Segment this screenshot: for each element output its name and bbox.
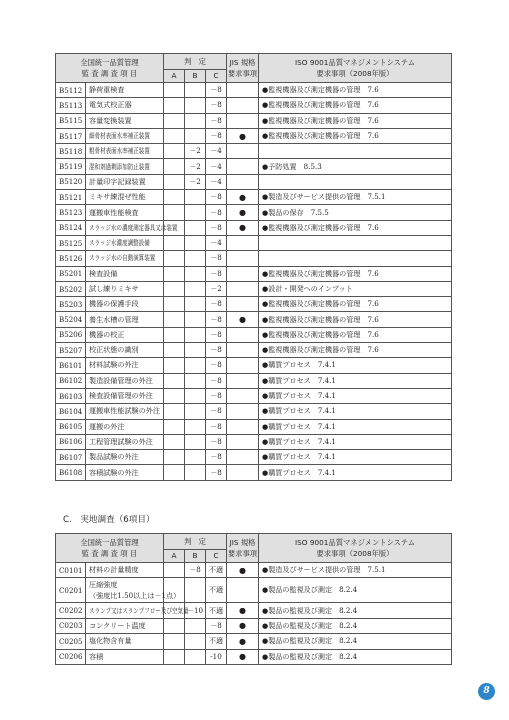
score-b [185, 266, 206, 281]
score-c: －4 [206, 235, 227, 250]
score-c: －8 [206, 297, 227, 312]
item-code: B6108 [56, 465, 86, 480]
jis-mark: ● [227, 603, 259, 618]
table-row [56, 297, 452, 312]
score-c: －8 [206, 419, 227, 434]
score-b [185, 358, 206, 373]
score-c: －4 [206, 159, 227, 174]
iso-requirement: ●製品の監視及び測定 8.2.4 [259, 618, 452, 633]
item-code: B5113 [56, 98, 86, 113]
item-code: C0203 [56, 618, 86, 633]
table-row [56, 220, 452, 235]
item-code: B5202 [56, 281, 86, 296]
score-a [164, 373, 185, 388]
score-a [164, 634, 185, 649]
score-b [185, 388, 206, 403]
item-code: B5126 [56, 251, 86, 266]
score-b: －2 [185, 144, 206, 159]
item-code: B5115 [56, 113, 86, 128]
table-row [56, 128, 452, 143]
item-code: B5123 [56, 205, 86, 220]
score-c: －8 [206, 98, 227, 113]
jis-mark: ● [227, 649, 259, 664]
item-code: C0205 [56, 634, 86, 649]
iso-requirement: ●購買プロセス 7.4.1 [259, 450, 452, 465]
jis-mark [227, 174, 259, 189]
iso-requirement: ●監視機器及び測定機器の管理 7.6 [259, 297, 452, 312]
score-b [185, 251, 206, 266]
score-c: －8 [206, 83, 227, 98]
item-name-note: （強度比1.50以上は－1点） [89, 591, 181, 601]
item-code: B5124 [56, 220, 86, 235]
iso-requirement: ●監視機器及び測定機器の管理 7.6 [259, 327, 452, 342]
iso-requirement: ●設計・開発へのインプット [259, 281, 452, 296]
table-row [56, 144, 452, 159]
score-b [185, 220, 206, 235]
iso-requirement: ●購買プロセス 7.4.1 [259, 404, 452, 419]
jis-mark: ● [227, 634, 259, 649]
jis-mark [227, 419, 259, 434]
jis-mark [227, 251, 259, 266]
score-a [164, 113, 185, 128]
score-a [164, 649, 185, 664]
score-b [185, 373, 206, 388]
jis-mark [227, 373, 259, 388]
item-name: 製品試験の外注 [86, 450, 164, 465]
score-c: 不適 [206, 634, 227, 649]
jis-mark [227, 327, 259, 342]
item-code: B6103 [56, 388, 86, 403]
score-b [185, 578, 206, 603]
score-c: -10 [206, 649, 227, 664]
item-name: スランプ又はスランプフロー及び空気量 [86, 603, 164, 618]
score-b: －10 [185, 603, 206, 618]
iso-requirement: ●購買プロセス 7.4.1 [259, 358, 452, 373]
item-code: C0206 [56, 649, 86, 664]
item-code: B6101 [56, 358, 86, 373]
header-iso: ISO 9001品質マネジメントシステム 要求事項（2008年版） [259, 54, 452, 83]
score-b: －8 [185, 563, 206, 578]
score-a [164, 358, 185, 373]
score-b [185, 404, 206, 419]
jis-mark [227, 404, 259, 419]
score-c: －8 [206, 190, 227, 205]
jis-mark [227, 358, 259, 373]
score-a [164, 174, 185, 189]
item-name: 静荷重検査 [86, 83, 164, 98]
score-c: －8 [206, 358, 227, 373]
iso-requirement: ●監視機器及び測定機器の管理 7.6 [259, 128, 452, 143]
item-code: B6104 [56, 404, 86, 419]
jis-mark [227, 343, 259, 358]
header-audit-item: 全国統一品質管理 監 査 調 査 項 目 [56, 54, 164, 83]
score-c: －8 [206, 312, 227, 327]
iso-requirement: ●監視機器及び測定機器の管理 7.6 [259, 312, 452, 327]
score-a [164, 297, 185, 312]
table-row [56, 434, 452, 449]
score-b [185, 128, 206, 143]
score-b [185, 83, 206, 98]
jis-mark [227, 388, 259, 403]
item-name: ミキサ練混ぜ性能 [86, 190, 164, 205]
score-c: －8 [206, 388, 227, 403]
item-code: B5207 [56, 343, 86, 358]
item-name: 運搬の外注 [86, 419, 164, 434]
score-b: －2 [185, 174, 206, 189]
item-name: 圧縮強度 （強度比1.50以上は－1点） [86, 578, 164, 603]
score-c: －2 [206, 281, 227, 296]
iso-requirement: ●製造及びサービス提供の管理 7.5.1 [259, 563, 452, 578]
jis-mark [227, 159, 259, 174]
header-judgment: 判 定 [164, 54, 227, 70]
score-a [164, 205, 185, 220]
score-c: －8 [206, 343, 227, 358]
table-row [56, 190, 452, 205]
table-row [56, 266, 452, 281]
iso-requirement: ●製品の監視及び測定 8.2.4 [259, 634, 452, 649]
header-jis: JIS 規格 要求事項 [227, 54, 259, 83]
iso-requirement: ●製品の監視及び測定 8.2.4 [259, 578, 452, 603]
score-b [185, 450, 206, 465]
score-c: －8 [206, 251, 227, 266]
item-name: コンクリート温度 [86, 618, 164, 633]
header-judgment: 判 定 [164, 534, 227, 550]
score-c: －8 [206, 404, 227, 419]
score-c: －8 [206, 327, 227, 342]
iso-requirement: ●監視機器及び測定機器の管理 7.6 [259, 113, 452, 128]
iso-requirement [259, 144, 452, 159]
score-c: －8 [206, 373, 227, 388]
score-a [164, 465, 185, 480]
item-name: 検査設備 [86, 266, 164, 281]
score-b [185, 343, 206, 358]
jis-mark [227, 297, 259, 312]
score-c: －8 [206, 128, 227, 143]
item-code: B5203 [56, 297, 86, 312]
item-name: 計量印字記録装置 [86, 174, 164, 189]
iso-requirement: ●購買プロセス 7.4.1 [259, 434, 452, 449]
table-row [56, 251, 452, 266]
score-b [185, 281, 206, 296]
iso-requirement [259, 174, 452, 189]
jis-mark [227, 434, 259, 449]
item-code: B5201 [56, 266, 86, 281]
table-row [56, 83, 452, 98]
item-name: 粗骨材表面水率補正装置 [86, 144, 164, 159]
header-audit-item: 全国統一品質管理 監 査 調 査 項 目 [56, 534, 164, 563]
score-b [185, 434, 206, 449]
score-b [185, 634, 206, 649]
item-name: 容積 [86, 649, 164, 664]
iso-requirement: ●購買プロセス 7.4.1 [259, 388, 452, 403]
table-row [56, 312, 452, 327]
table-row [56, 373, 452, 388]
score-b [185, 649, 206, 664]
table-row [56, 281, 452, 296]
item-name: 検査設備管理の外注 [86, 388, 164, 403]
header-col-b: B [185, 550, 206, 563]
jis-mark: ● [227, 205, 259, 220]
score-c: －8 [206, 465, 227, 480]
table-row [56, 174, 452, 189]
table-row [56, 649, 452, 664]
score-a [164, 83, 185, 98]
score-b [185, 205, 206, 220]
score-a [164, 404, 185, 419]
item-name: 運搬車性能検査 [86, 205, 164, 220]
score-a [164, 281, 185, 296]
jis-mark: ● [227, 312, 259, 327]
item-name: 細骨材表面水率補正装置 [86, 128, 164, 143]
item-code: C0101 [56, 563, 86, 578]
item-name: 製造設備管理の外注 [86, 373, 164, 388]
item-name: スラッジ水濃度調整設備 [86, 235, 164, 250]
iso-requirement [259, 251, 452, 266]
score-c: －8 [206, 220, 227, 235]
item-name: 機器の校正 [86, 327, 164, 342]
item-name: スラッジ水の自動演算装置 [86, 251, 164, 266]
score-a [164, 618, 185, 633]
iso-requirement: ●製造及びサービス提供の管理 7.5.1 [259, 190, 452, 205]
jis-mark [227, 281, 259, 296]
score-c: －8 [206, 434, 227, 449]
jis-mark [227, 144, 259, 159]
table-row [56, 618, 452, 633]
section-c-title: C. 実地調査（6項目） [63, 515, 155, 525]
iso-requirement: ●監視機器及び測定機器の管理 7.6 [259, 220, 452, 235]
item-name: 工程管理試験の外注 [86, 434, 164, 449]
score-b [185, 618, 206, 633]
score-a [164, 388, 185, 403]
jis-mark [227, 113, 259, 128]
jis-mark [227, 578, 259, 603]
item-code: B5119 [56, 159, 86, 174]
score-b [185, 327, 206, 342]
table-row [56, 113, 452, 128]
item-name: 機器の保護手段 [86, 297, 164, 312]
item-name: 容積試験の外注 [86, 465, 164, 480]
score-a [164, 419, 185, 434]
score-b [185, 465, 206, 480]
jis-mark [227, 235, 259, 250]
jis-mark: ● [227, 190, 259, 205]
table-row [56, 603, 452, 618]
iso-requirement: ●購買プロセス 7.4.1 [259, 465, 452, 480]
jis-mark: ● [227, 563, 259, 578]
iso-requirement: ●購買プロセス 7.4.1 [259, 373, 452, 388]
item-code: B5204 [56, 312, 86, 327]
audit-items-table-b [55, 53, 452, 481]
score-c: －8 [206, 450, 227, 465]
iso-requirement: ●監視機器及び測定機器の管理 7.6 [259, 98, 452, 113]
item-name: 塩化物含有量 [86, 634, 164, 649]
iso-requirement: ●監視機器及び測定機器の管理 7.6 [259, 266, 452, 281]
table-row [56, 465, 452, 480]
header-iso: ISO 9001品質マネジメントシステム 要求事項（2008年版） [259, 534, 452, 563]
jis-mark [227, 465, 259, 480]
table-row [56, 388, 452, 403]
iso-requirement: ●製品の監視及び測定 8.2.4 [259, 603, 452, 618]
header-col-c: C [206, 550, 227, 563]
score-b [185, 98, 206, 113]
score-a [164, 450, 185, 465]
jis-mark: ● [227, 618, 259, 633]
item-code: B5120 [56, 174, 86, 189]
item-code: B5117 [56, 128, 86, 143]
score-c: －8 [206, 618, 227, 633]
score-c: 不適 [206, 563, 227, 578]
score-c: －8 [206, 113, 227, 128]
jis-mark [227, 98, 259, 113]
iso-requirement: ●購買プロセス 7.4.1 [259, 419, 452, 434]
score-c: －8 [206, 205, 227, 220]
score-b [185, 235, 206, 250]
score-a [164, 98, 185, 113]
jis-mark: ● [227, 220, 259, 235]
score-b [185, 190, 206, 205]
item-name: 材料試験の外注 [86, 358, 164, 373]
score-b [185, 113, 206, 128]
table-row [56, 404, 452, 419]
table-row [56, 327, 452, 342]
item-code: B6102 [56, 373, 86, 388]
item-name: 試し練りミキサ [86, 281, 164, 296]
score-b [185, 419, 206, 434]
score-a [164, 312, 185, 327]
score-c: －8 [206, 266, 227, 281]
table-row [56, 358, 452, 373]
table-row [56, 343, 452, 358]
jis-mark [227, 450, 259, 465]
page-number-badge: 8 [478, 683, 495, 700]
item-code: C0201 [56, 578, 86, 603]
score-c: 不適 [206, 603, 227, 618]
iso-requirement [259, 235, 452, 250]
table-row [56, 450, 452, 465]
table-row [56, 159, 452, 174]
item-name: 運搬車性能試験の外注 [86, 404, 164, 419]
score-b [185, 297, 206, 312]
jis-mark: ● [227, 128, 259, 143]
item-name: スラッジ水の濃度測定器具又は装置 [86, 220, 164, 235]
audit-items-table-c [55, 533, 452, 665]
score-c: －4 [206, 144, 227, 159]
iso-requirement: ●監視機器及び測定機器の管理 7.6 [259, 343, 452, 358]
item-name: 材料の計量精度 [86, 563, 164, 578]
item-code: B6107 [56, 450, 86, 465]
score-a [164, 343, 185, 358]
score-a [164, 563, 185, 578]
jis-mark [227, 83, 259, 98]
item-code: C0202 [56, 603, 86, 618]
score-a [164, 434, 185, 449]
header-col-a: A [164, 70, 185, 83]
header-col-a: A [164, 550, 185, 563]
table-row [56, 563, 452, 578]
iso-requirement: ●予防処置 8.5.3 [259, 159, 452, 174]
item-code: B5125 [56, 235, 86, 250]
score-b [185, 312, 206, 327]
item-name: 養生水槽の管理 [86, 312, 164, 327]
table-row [56, 578, 452, 603]
item-name: 校正状態の識別 [86, 343, 164, 358]
score-a [164, 266, 185, 281]
item-code: B5112 [56, 83, 86, 98]
item-code: B5118 [56, 144, 86, 159]
score-a [164, 327, 185, 342]
jis-mark [227, 266, 259, 281]
item-name: 容量変換装置 [86, 113, 164, 128]
table-row [56, 98, 452, 113]
item-code: B6105 [56, 419, 86, 434]
item-code: B6106 [56, 434, 86, 449]
header-col-c: C [206, 70, 227, 83]
item-name: 電気式校正器 [86, 98, 164, 113]
header-jis: JIS 規格 要求事項 [227, 534, 259, 563]
score-b: －2 [185, 159, 206, 174]
header-col-b: B [185, 70, 206, 83]
score-c: 不適 [206, 578, 227, 603]
table-row [56, 419, 452, 434]
table-row [56, 235, 452, 250]
table-row [56, 205, 452, 220]
iso-requirement: ●製品の保存 7.5.5 [259, 205, 452, 220]
score-c: －4 [206, 174, 227, 189]
score-a [164, 190, 185, 205]
iso-requirement: ●製品の監視及び測定 8.2.4 [259, 649, 452, 664]
item-code: B5121 [56, 190, 86, 205]
item-code: B5206 [56, 327, 86, 342]
iso-requirement: ●監視機器及び測定機器の管理 7.6 [259, 83, 452, 98]
item-name: 混和剤過剰添加防止装置 [86, 159, 164, 174]
table-row [56, 634, 452, 649]
